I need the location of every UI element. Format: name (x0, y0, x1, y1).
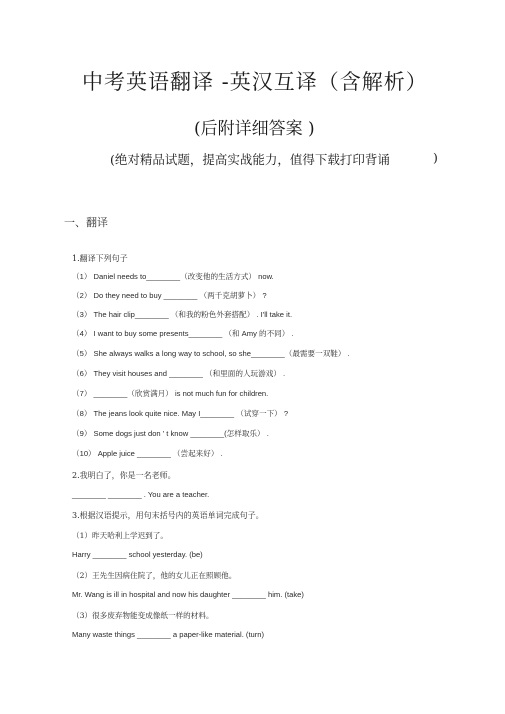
q1-item-8: （8） The jeans look quite nice. May I________ （试穿一下） ? (72, 409, 289, 418)
q1-item-1: （1） Daniel needs to________（改变他的生活方式） now. (72, 272, 274, 281)
question-2-title: 2.我明白了，你是一名老师。 (72, 471, 176, 480)
document-title: 中考英语翻译 -英汉互译（含解析） (82, 70, 428, 94)
document-subtitle: (后附详细答案 ) (194, 119, 315, 139)
q1-item-2: （2） Do they need to buy ________ （两千克胡萝卜） ? (72, 291, 267, 300)
q3-prompt-3: （3）很多废弃物能变成像纸一样的材料。 (72, 611, 214, 620)
q1-item-7: （7） ________（欣赏满月） is not much fun for children. (72, 389, 269, 398)
q3-sentence-3: Many waste things ________ a paper-like material. (turn) (72, 630, 265, 639)
tagline-close-paren: ) (433, 150, 438, 165)
document-tagline: (绝对精品试题，提高实战能力，值得下载打印背诵 (110, 152, 390, 167)
q3-sentence-1: Harry ________ school yesterday. (be) (72, 550, 203, 559)
section-heading: 一、翻译 (64, 216, 108, 229)
q3-prompt-1: （1）昨天哈利上学迟到了。 (72, 531, 168, 540)
q1-item-6: （6） They visit houses and ________ （和里面的人玩游戏） . (72, 369, 286, 378)
question-3-title: 3.根据汉语提示，用句末括号内的英语单词完成句子。 (72, 511, 264, 520)
question-1-title: 1.翻译下列句子 (72, 254, 128, 263)
q3-prompt-2: （2）王先生因病住院了，他的女儿正在照顾他。 (72, 571, 237, 580)
q3-sentence-2: Mr. Wang is ill in hospital and now his daughter ________ him. (take) (72, 590, 304, 599)
q1-item-10: （10） Apple juice ________ （尝起来好） . (72, 449, 223, 458)
q1-item-9: （9） Some dogs just don ’ t know ________(怎样取乐） . (72, 429, 269, 438)
q1-item-3: （3） The hair clip________ （和我的粉色外套搭配） . I'll take it. (72, 310, 293, 319)
q2-answer-line: ________ ________ . You are a teacher. (72, 490, 210, 499)
q1-item-5: （5） She always walks a long way to school, so she________（最需要一双鞋） . (72, 349, 350, 358)
q1-item-4: （4） I want to buy some presents________ （和 Amy 的不同） . (72, 329, 294, 338)
